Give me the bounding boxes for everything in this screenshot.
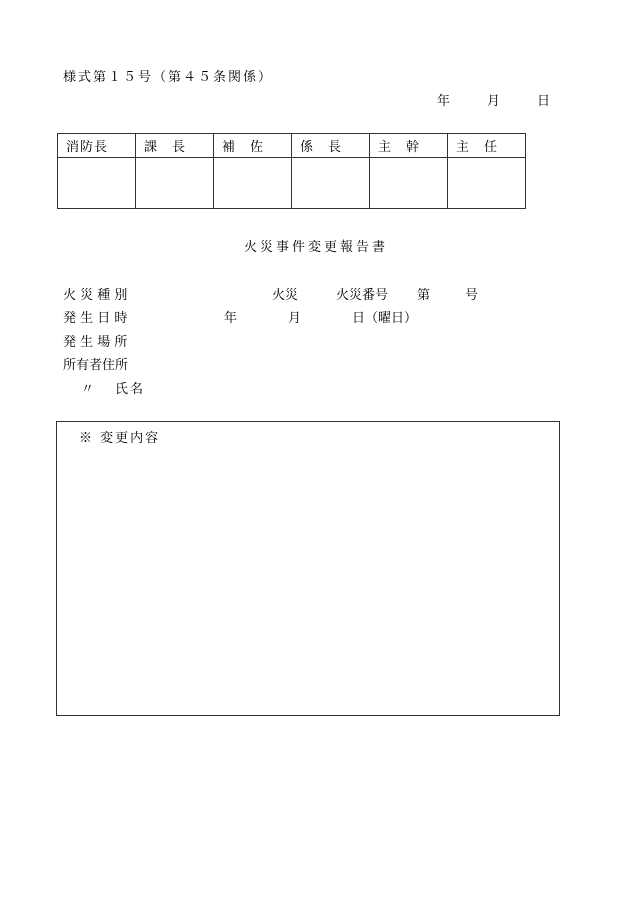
- stamp-cell-assistant[interactable]: [214, 158, 292, 209]
- change-details-box[interactable]: [56, 421, 560, 716]
- datetime-row: [63, 307, 417, 326]
- location-row: [63, 331, 127, 350]
- date-year: 年: [437, 94, 451, 109]
- fire-number-label: 火災番号: [336, 288, 389, 303]
- stamp-cell-unit-chief[interactable]: [292, 158, 370, 209]
- fire-number-suffix: 号: [465, 288, 479, 303]
- fire-type-label: 火 災 種 別: [63, 288, 128, 303]
- stamp-header-section-chief: 課 長: [136, 134, 214, 158]
- stamp-cell-section-chief[interactable]: [136, 158, 214, 209]
- change-details-label: ※ 変更内容: [79, 431, 161, 446]
- form-number: 様式第１５号（第４５条関係）: [63, 70, 274, 85]
- location-label: 発 生 場 所: [63, 335, 128, 350]
- stamp-header-senior-officer: 主 幹: [370, 134, 448, 158]
- stamp-cell-fire-chief[interactable]: [58, 158, 136, 209]
- document-title: 火災事件変更報告書: [244, 240, 389, 255]
- datetime-label: 発 生 日 時: [63, 311, 128, 326]
- owner-name-row: [63, 378, 145, 397]
- datetime-year: 年: [224, 311, 238, 326]
- fire-type-row: [63, 284, 478, 303]
- date-day: 日: [537, 94, 551, 109]
- stamp-cell-senior-officer[interactable]: [370, 158, 448, 209]
- fire-number-prefix: 第: [417, 288, 431, 303]
- date-month: 月: [487, 94, 501, 109]
- report-date: [437, 90, 550, 109]
- ditto-mark: 〃: [81, 382, 95, 397]
- fire-suffix: 火災: [272, 288, 299, 303]
- stamp-header-assistant: 補 佐: [214, 134, 292, 158]
- owner-address-label: 所有者住所: [63, 358, 129, 373]
- owner-name-label: 氏名: [115, 382, 146, 397]
- stamp-header-unit-chief: 係 長: [292, 134, 370, 158]
- owner-address-row: [63, 354, 128, 373]
- stamp-header-fire-chief: 消防長: [58, 134, 136, 158]
- approval-stamp-table: [57, 133, 526, 209]
- datetime-day: 日（曜日）: [352, 311, 418, 326]
- datetime-month: 月: [288, 311, 302, 326]
- stamp-cell-chief-officer[interactable]: [448, 158, 526, 209]
- stamp-header-chief-officer: 主 任: [448, 134, 526, 158]
